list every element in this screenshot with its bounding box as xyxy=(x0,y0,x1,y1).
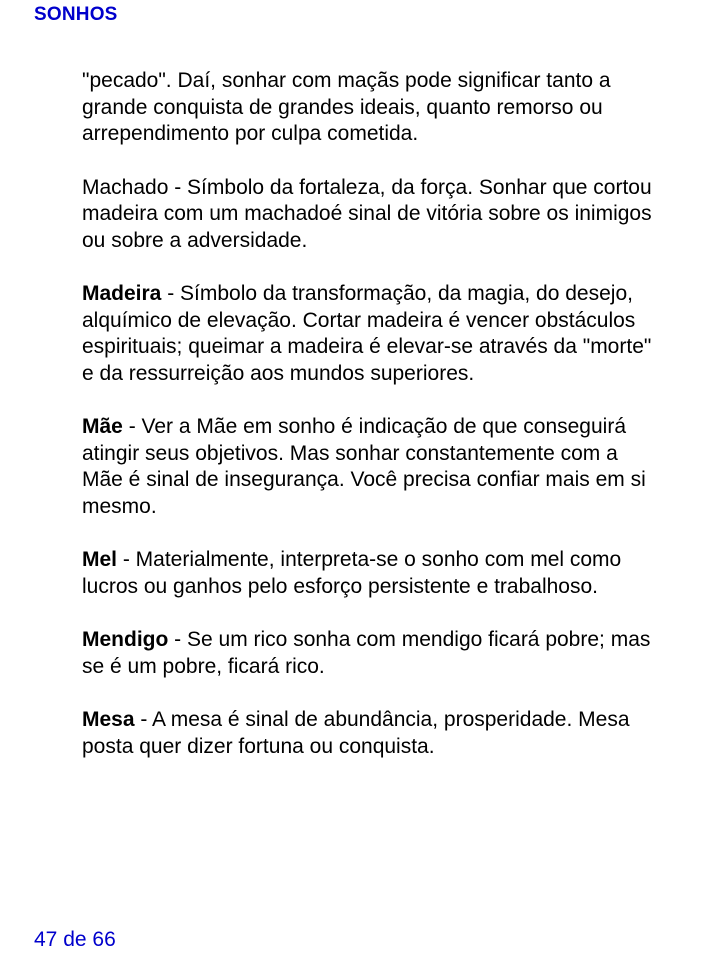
entry-term: Mel xyxy=(82,548,118,571)
document-body xyxy=(82,68,662,787)
entry-text: Machado - Símbolo da fortaleza, da força. Sonhar que cortou madeira com um machadoé sinal de vitória sobre os inimigos ou sobre a adversidade. xyxy=(82,175,652,252)
entry-text: - Se um rico sonha com mendigo ficará pobre; mas se é um pobre, ficará rico. xyxy=(82,628,651,678)
entry-paragraph xyxy=(82,68,662,148)
entry-text: - Materialmente, interpreta-se o sonho com mel como lucros ou ganhos pelo esforço persistente e trabalhoso. xyxy=(82,548,622,598)
entry-text: - Ver a Mãe em sonho é indicação de que conseguirá atingir seus objetivos. Mas sonhar constantemente com a Mãe é sinal de insegurança. Você precisa confiar mais em si mesmo. xyxy=(82,415,646,518)
entry-paragraph xyxy=(82,707,662,760)
entry-paragraph xyxy=(82,175,662,255)
entry-paragraph xyxy=(82,547,662,600)
entry-paragraph xyxy=(82,414,662,520)
entry-paragraph xyxy=(82,281,662,387)
entry-text: - A mesa é sinal de abundância, prosperidade. Mesa posta quer dizer fortuna ou conquista. xyxy=(82,708,630,758)
entry-term: Mendigo xyxy=(82,628,169,651)
document-title: SONHOS xyxy=(34,4,118,25)
entry-term: Mesa xyxy=(82,708,135,731)
entry-text: "pecado". Daí, sonhar com maçãs pode significar tanto a grande conquista de grandes ideais, quanto remorso ou arrependimento por culpa cometida. xyxy=(82,69,611,145)
entry-text: - Símbolo da transformação, da magia, do desejo, alquímico de elevação. Cortar madeira é vencer obstáculos espirituais; queimar a madeira é elevar-se através da "morte" e da ressurreição aos mundos superiores. xyxy=(82,282,652,385)
page-indicator: 47 de 66 xyxy=(34,928,116,951)
entry-paragraph xyxy=(82,627,662,680)
entry-term: Mãe xyxy=(82,415,123,438)
entry-term: Madeira xyxy=(82,282,162,305)
